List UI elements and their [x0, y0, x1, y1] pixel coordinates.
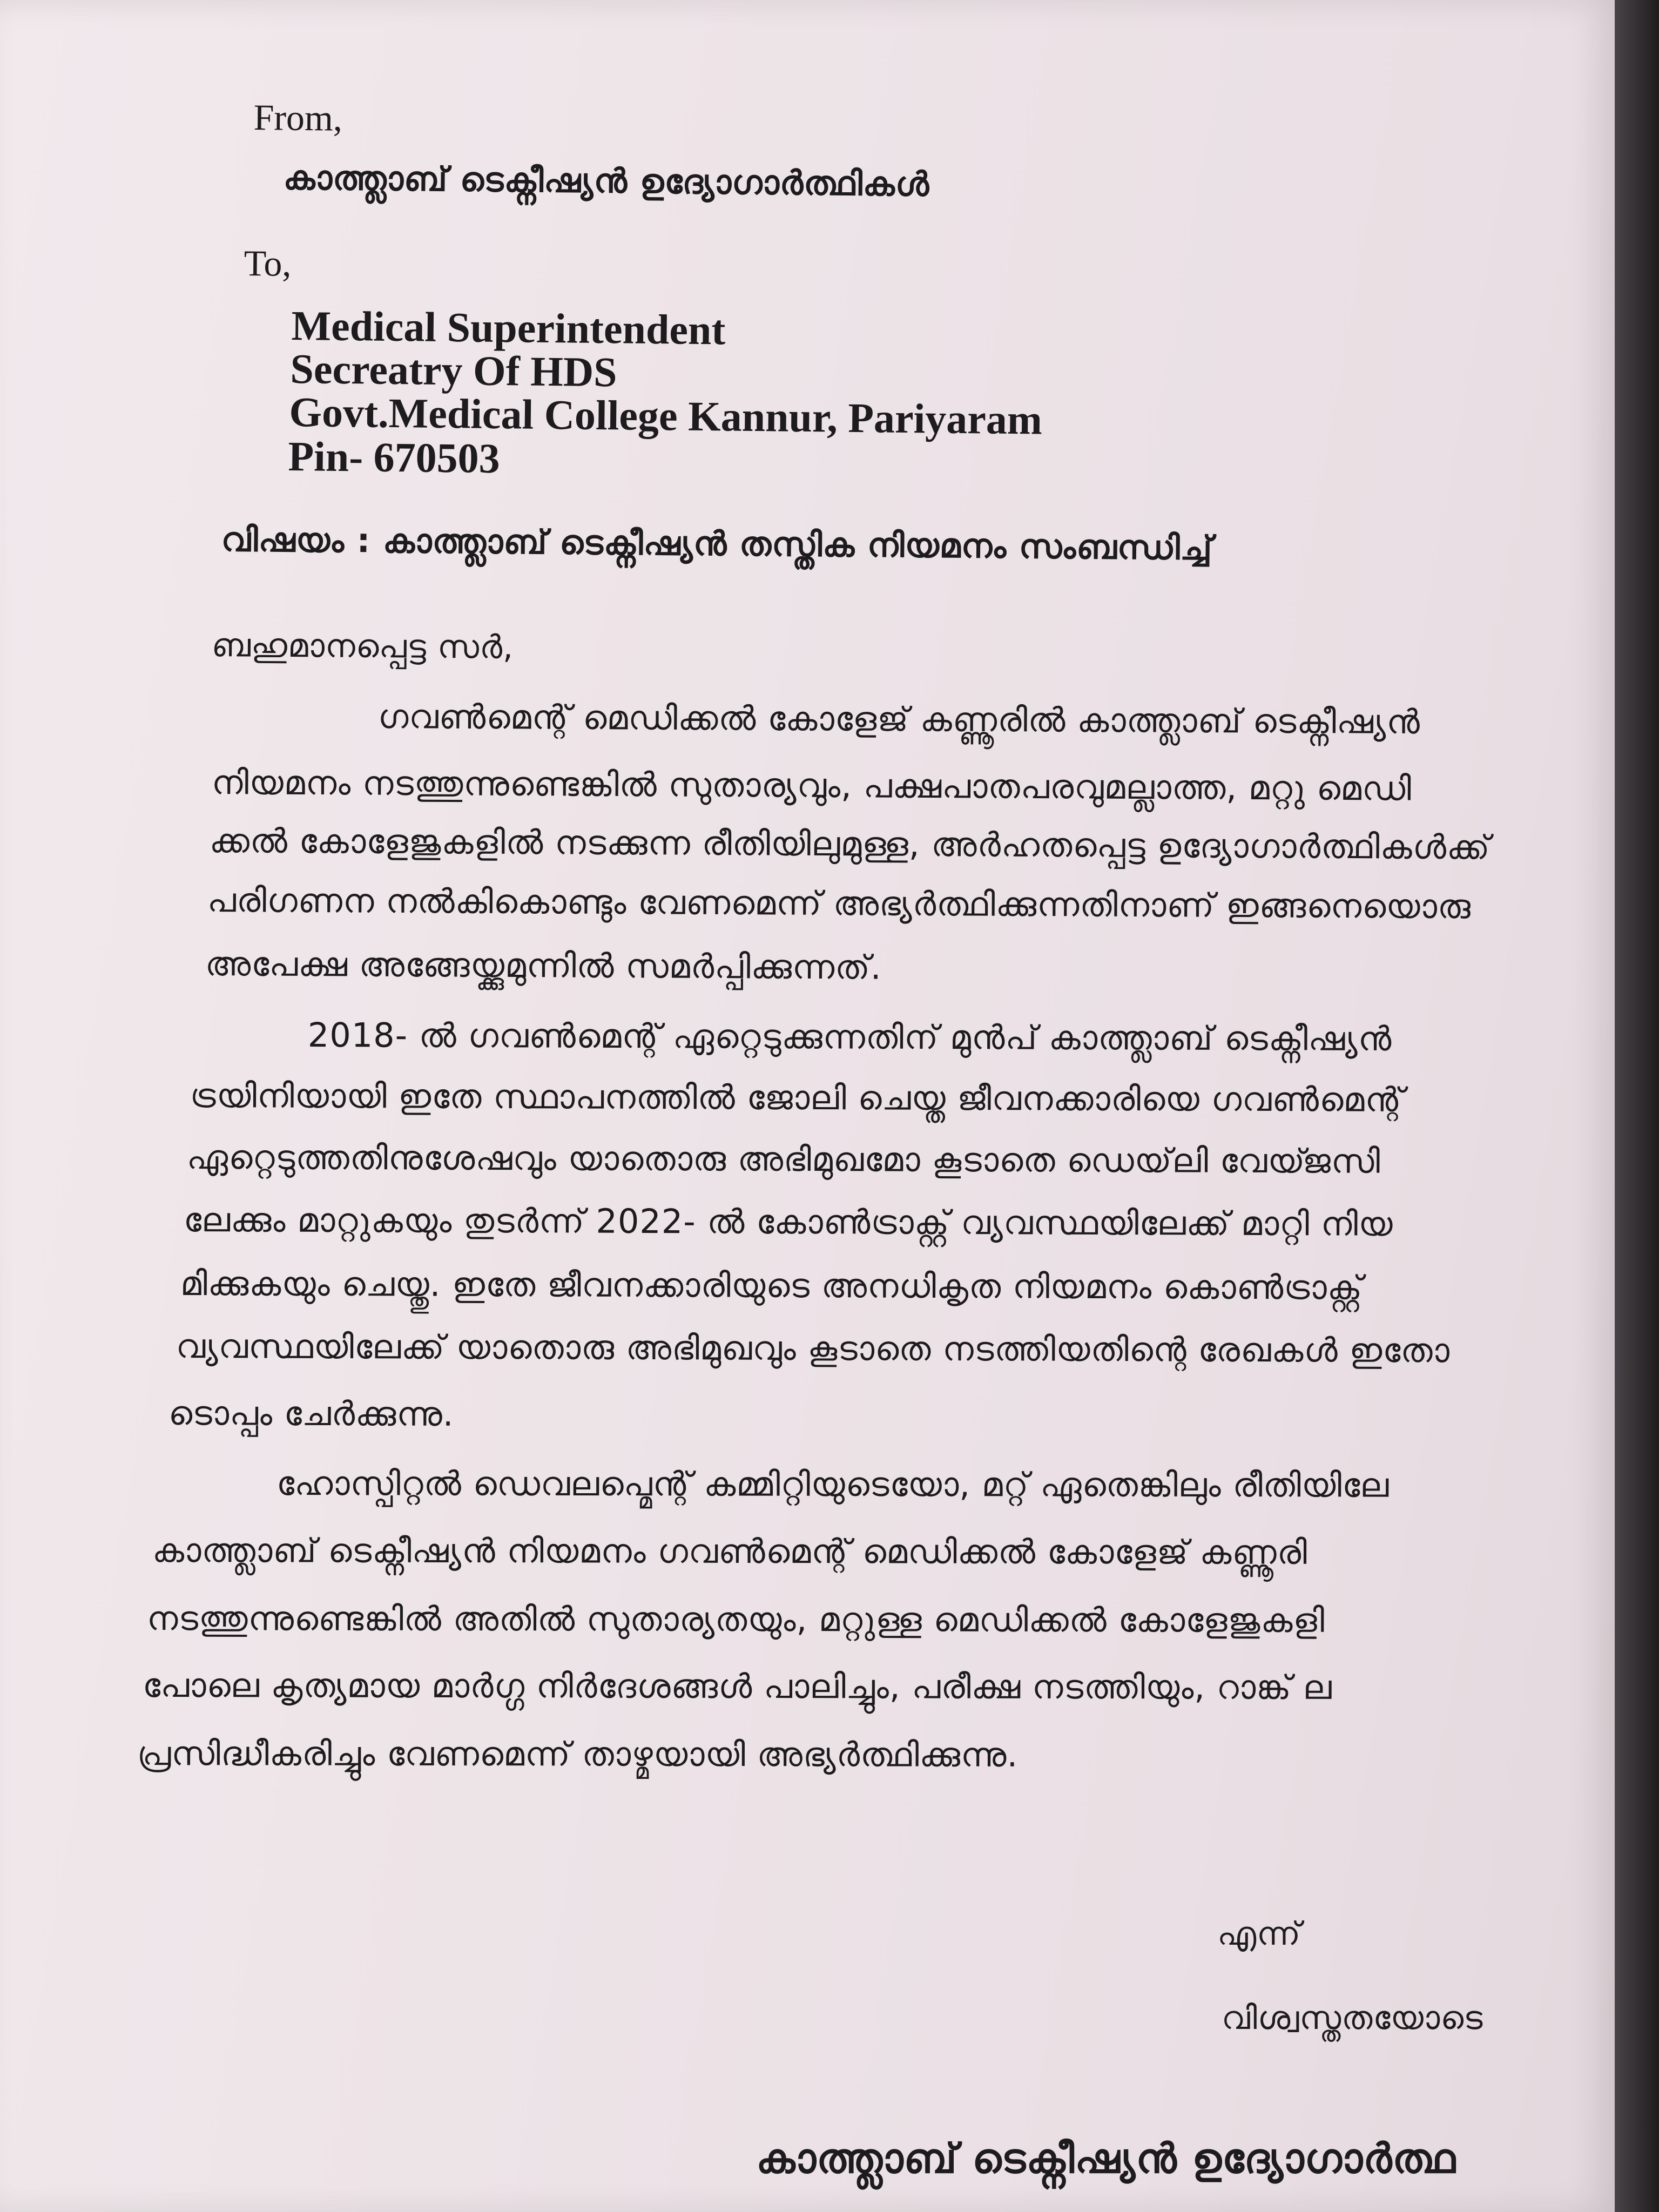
- body-line: പ്രസിദ്ധീകരിച്ചും വേണമെന്ന് താഴ്മയായി അഭ്യർത്ഥിക്കുന്നു.: [137, 1734, 1019, 1775]
- body-line: ഗവൺമെന്റ് മെഡിക്കൽ കോളേജ് കണ്ണൂരിൽ കാത്ത്ലാബ് ടെക്നീഷ്യൻ: [377, 697, 1421, 742]
- body-line: ട്രയിനിയായി ഇതേ സ്ഥാപനത്തിൽ ജോലി ചെയ്ത ജീവനക്കാരിയെ ഗവൺമെന്റ്: [190, 1076, 1405, 1120]
- recipient-line-4: Pin- 670503: [288, 432, 501, 482]
- body-line: 2018- ൽ ഗവൺമെന്റ് ഏറ്റെടുക്കുന്നതിന് മുൻപ് കാത്ത്ലാബ് ടെക്നീഷ്യൻ: [307, 1015, 1392, 1059]
- recipient-line-2: Secreatry Of HDS: [290, 345, 618, 396]
- desk-background: [1615, 0, 1659, 2212]
- to-label: To,: [244, 242, 292, 284]
- from-label: From,: [253, 96, 343, 139]
- body-line: വ്യവസ്ഥയിലേക്ക് യാതൊരു അഭിമുഖവും കൂടാതെ നടത്തിയതിന്റെ രേഖകൾ ഇതോ: [176, 1326, 1451, 1371]
- body-line: മിക്കുകയും ചെയ്തു. ഇതേ ജീവനക്കാരിയുടെ അനധികൃത നിയമനം കൊൺട്രാക്റ്റ്: [180, 1264, 1363, 1307]
- body-line: ക്കൽ കോളേജുകളിൽ നടക്കുന്ന രീതിയിലുമുള്ള, അർഹതപ്പെട്ട ഉദ്യോഗാർത്ഥികൾക്ക്: [209, 821, 1491, 867]
- recipient-line-1: Medical Superintendent: [291, 301, 726, 354]
- body-line: അപേക്ഷ അങ്ങേയ്ക്കുമുന്നിൽ സമർപ്പിക്കുന്നത്.: [205, 944, 882, 987]
- body-line: ഏറ്റെടുത്തതിനുശേഷവും യാതൊരു അഭിമുഖമോ കൂടാതെ ഡെയ്‌ലി വേയ്ജസി: [186, 1137, 1381, 1181]
- recipient-line-3: Govt.Medical College Kannur, Pariyaram: [289, 388, 1043, 443]
- sender-name: കാത്ത്ലാബ് ടെക്നീഷ്യൻ ഉദ്യോഗാർത്ഥികൾ: [283, 158, 930, 204]
- body-line: ടൊപ്പം ചേർക്കുന്നു.: [168, 1393, 454, 1434]
- signature-name: കാത്ത്ലാബ് ടെക്നീഷ്യൻ ഉദ്യോഗാർത്ഥ: [756, 2134, 1456, 2182]
- body-line: പോലെ കൃത്യമായ മാർഗ്ഗ നിർദേശങ്ങൾ പാലിച്ചും, പരീക്ഷ നടത്തിയും, റാങ്ക് ല: [142, 1665, 1332, 1707]
- salutation: ബഹുമാനപ്പെട്ട സർ,: [211, 626, 514, 666]
- subject-line: വിഷയം : കാത്ത്ലാബ് ടെക്നീഷ്യൻ തസ്തിക നിയമനം സംബന്ധിച്ച്: [221, 520, 1213, 568]
- closing-regards: വിശ്വസ്തതയോടെ: [1222, 1999, 1483, 2037]
- body-line: നടത്തുന്നുണ്ടെങ്കിൽ അതിൽ സുതാര്യതയും, മറ്റുള്ള മെഡിക്കൽ കോളേജുകളി: [146, 1599, 1325, 1640]
- body-line: ലേക്കും മാറ്റുകയും തുടർന്ന് 2022- ൽ കോൺട്രാക്റ്റ് വ്യവസ്ഥയിലേക്ക് മാറ്റി നിയ: [183, 1200, 1393, 1244]
- body-line: നിയമനം നടത്തുന്നുണ്ടെങ്കിൽ സുതാര്യവും, പക്ഷപാതപരവുമല്ലാത്ത, മറ്റു മെഡി: [211, 763, 1412, 808]
- closing-text: എന്ന്: [1217, 1915, 1301, 1953]
- body-line: ഹോസ്പിറ്റൽ ഡെവലപ്മെന്റ് കമ്മിറ്റിയുടെയോ, മറ്റ് ഏതെങ്കിലും രീതിയിലേ: [276, 1464, 1390, 1505]
- body-line: പരിഗണന നൽകികൊണ്ടും വേണമെന്ന് അഭ്യർത്ഥിക്കുന്നതിനാണ് ഇങ്ങനെയൊരു: [207, 880, 1472, 927]
- body-line: കാത്ത്ലാബ് ടെക്നീഷ്യൻ നിയമനം ഗവൺമെന്റ് മെഡിക്കൽ കോളേജ് കണ്ണൂരി: [152, 1530, 1308, 1572]
